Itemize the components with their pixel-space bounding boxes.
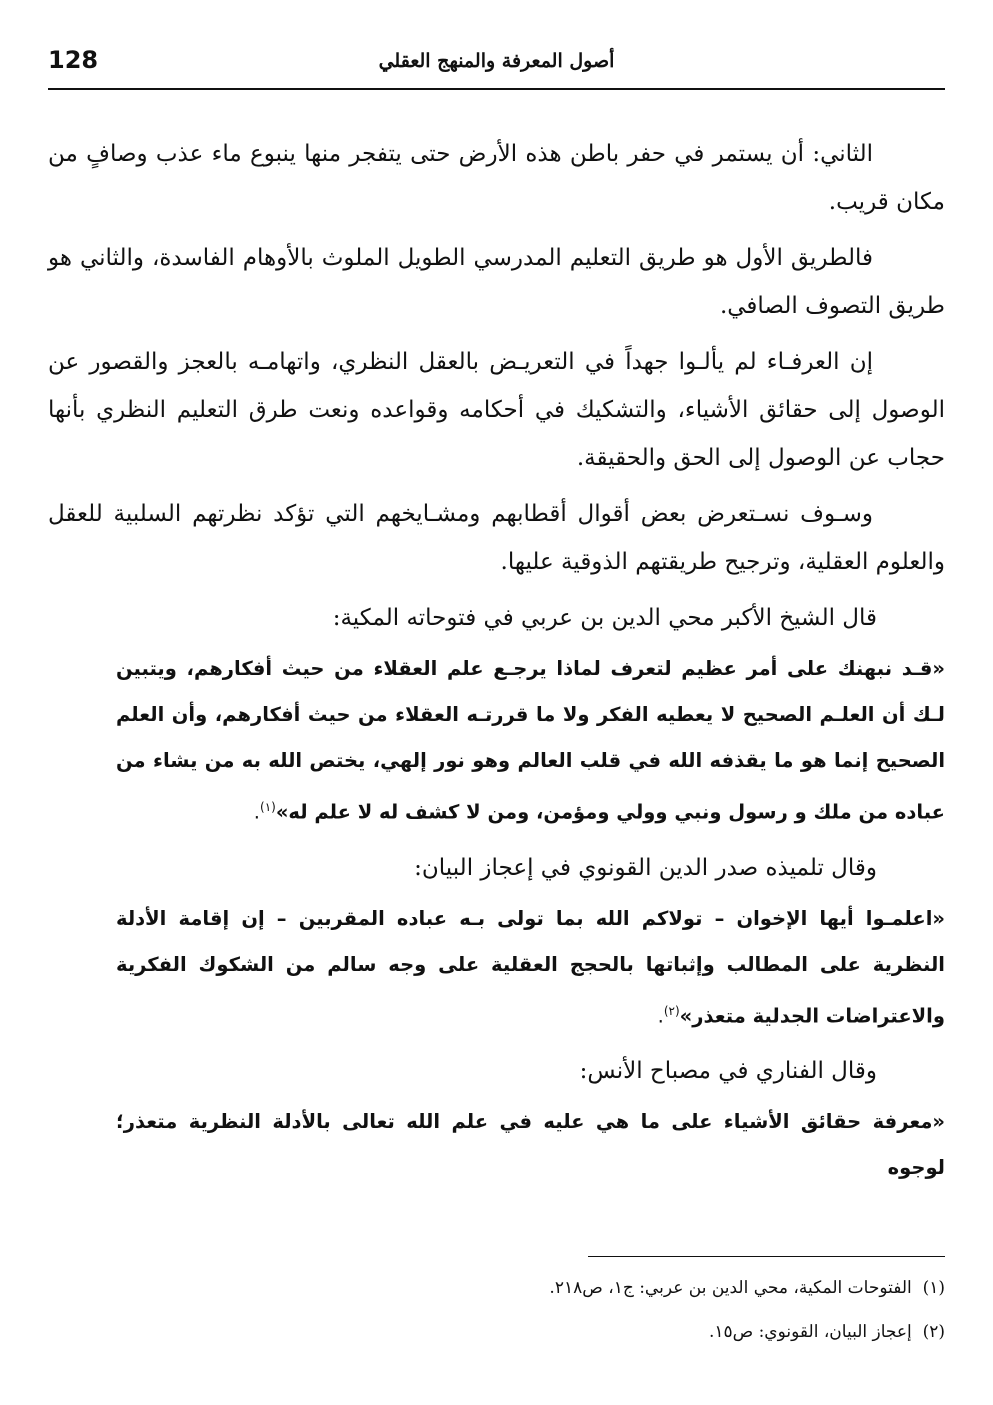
main-text	[48, 130, 945, 1199]
paragraph-two-ways: فالطريق الأول هو طريق التعليم المدرسي الطويل الملوث بالأوهام الفاسدة، والثاني هو طريق التصوف الصافي.	[48, 245, 945, 319]
paragraph-review: وسـوف نسـتعرض بعض أقوال أقطابهم ومشـايخهم التي تؤكد نظرتهم السلبية للعقل والعلوم العقلية، وترجيح طريقتهم الذوقية عليها.	[48, 501, 945, 575]
footnote-divider	[588, 1256, 945, 1257]
footnote-ref-1: (١)	[260, 800, 276, 814]
quote-text: «اعلمـوا أيها الإخوان – تولاكم الله بما تولى بـه عباده المقربين – إن إقامة الأدلة النظرية على المطالب وإثباتها بالحجج العقلية على وجه سالم من الشكوك الفكرية والاعتراضات الجدلية متعذر»	[116, 906, 945, 1027]
paragraph-second-way: الثاني: أن يستمر في حفر باطن هذه الأرض حتى يتفجر منها ينبوع ماء عذب وصافٍ من مكان قريب.	[48, 141, 945, 215]
quote-text: «قـد نبهنك على أمر عظيم لتعرف لماذا يرجـع علم العقلاء من حيث أفكارهم، ويتبين لـك أن العلـم الصحيح لا يعطيه الفكر ولا ما قررتـه العقلاء من حيث أفكارهم، وأن العلم الصحيح إنما هو ما يقذفه الله في قلب العالم وهو نور إلهي، يختص الله به من يشاء من عباده من ملك و رسول ونبي وولي ومؤمن، ومن لا كشف له لا علم له»	[116, 657, 945, 824]
page-number: 128	[48, 46, 99, 74]
quote-intro-ibn-arabi: قال الشيخ الأكبر محي الدين بن عربي في فتوحاته المكية:	[332, 605, 877, 631]
quote-intro-qunawi: وقال تلميذه صدر الدين القونوي في إعجاز البيان:	[414, 854, 877, 881]
page-header	[48, 36, 945, 90]
footnote-2	[48, 1310, 945, 1354]
footnote-ref-2: (٢)	[663, 1003, 680, 1018]
quote-fanari: «معرفة حقائق الأشياء على ما هي عليه في علم الله تعالى بالأدلة النظرية متعذر؛ لوجوه	[116, 1110, 945, 1179]
footnote-number: (١)	[922, 1278, 945, 1298]
quote-intro-fanari: وقال الفناري في مصباح الأنس:	[579, 1058, 877, 1084]
quote-period: .	[657, 1004, 664, 1027]
quote-ibn-arabi	[48, 646, 945, 836]
footnote-text: إعجاز البيان، القونوي: ص١٥.	[708, 1322, 912, 1342]
running-title: أصول المعرفة والمنهج العقلي	[378, 50, 615, 72]
quote-qunawi	[48, 896, 945, 1040]
footnote-text: الفتوحات المكية، محي الدين بن عربي: ج١، ص٢١٨.	[549, 1278, 912, 1298]
footnote-number: (٢)	[922, 1322, 945, 1342]
quote-period: .	[253, 800, 260, 824]
paragraph-gnostics: إن العرفـاء لم يألـوا جهداً في التعريـض بالعقل النظري، واتهامـه بالعجز والقصور عن الوصول إلى حقائق الأشياء، والتشكيك في أحكامه وقواعده ونعت طرق التعليم النظري بأنها حجاب عن الوصول إلى الحق والحقيقة.	[48, 349, 945, 471]
footnote-1	[48, 1266, 945, 1310]
footnotes	[48, 1266, 945, 1354]
